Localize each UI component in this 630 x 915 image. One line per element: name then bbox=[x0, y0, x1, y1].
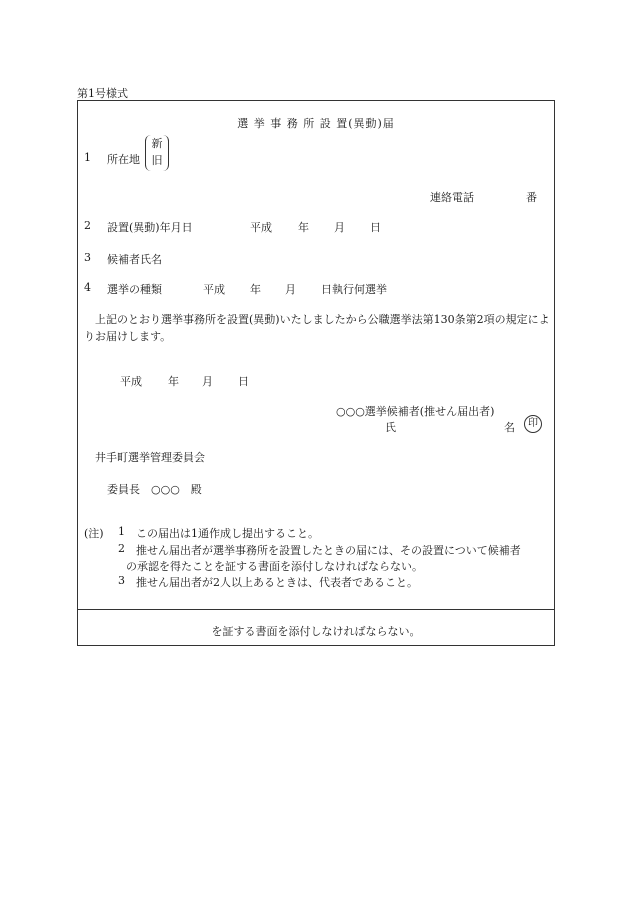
item3-number: 3 bbox=[84, 251, 91, 264]
date-era: 平成 bbox=[120, 375, 142, 388]
recipient-org: 井手町選挙管理委員会 bbox=[95, 451, 205, 464]
date-month: 月 bbox=[202, 375, 213, 388]
option-new: 新 bbox=[151, 137, 163, 150]
date-day: 日 bbox=[238, 375, 249, 388]
footer-text: を証する書面を添付しなければならない。 bbox=[211, 625, 421, 638]
name-label-first: 氏 bbox=[385, 421, 396, 434]
note-2-number: 2 bbox=[118, 542, 125, 555]
note-3-text: 推せん届出者が2人以上あるときは、代表者であること。 bbox=[136, 576, 418, 589]
item4-year: 年 bbox=[250, 283, 261, 296]
recipient-chair: 委員長 ○○○ 殿 bbox=[107, 483, 202, 496]
item1-label: 所在地 bbox=[107, 153, 140, 166]
item4-day-election: 日執行何選挙 bbox=[321, 283, 387, 296]
item2-year: 年 bbox=[298, 221, 309, 234]
notes-head: (注) bbox=[84, 527, 104, 540]
statement-paragraph: 上記のとおり選挙事務所を設置(異動)いたしましたから公職選挙法第130条第2項の規定によりお届けします。 bbox=[84, 313, 550, 343]
note-2-text: 推せん届出者が選挙事務所を設置したときの届には、その設置について候補者 bbox=[136, 544, 521, 557]
form-number: 第1号様式 bbox=[77, 87, 128, 100]
note-1-number: 1 bbox=[118, 525, 125, 538]
note-2-text-continued: の承認を得たことを証する書面を添付しなければならない。 bbox=[126, 560, 423, 573]
item4-number: 4 bbox=[84, 281, 91, 294]
item2-label: 設置(異動)年月日 bbox=[107, 221, 193, 234]
footer-divider bbox=[78, 609, 554, 610]
applicant-label: ○○○選挙候補者(推せん届出者) bbox=[336, 405, 495, 418]
item4-month: 月 bbox=[285, 283, 296, 296]
item3-label: 候補者氏名 bbox=[107, 253, 162, 266]
item2-month: 月 bbox=[334, 221, 345, 234]
form-frame bbox=[77, 100, 555, 646]
option-old: 旧 bbox=[151, 154, 163, 167]
form-title: 選 挙 事 務 所 設 置(異動)届 bbox=[237, 117, 395, 130]
name-label-second: 名 bbox=[504, 421, 515, 434]
item2-era: 平成 bbox=[250, 221, 272, 234]
item2-day: 日 bbox=[370, 221, 381, 234]
new-old-bracket bbox=[145, 135, 169, 171]
item2-number: 2 bbox=[84, 219, 91, 232]
item1-number: 1 bbox=[84, 151, 91, 164]
contact-label: 連絡電話 bbox=[430, 191, 474, 204]
seal-mark: 印 bbox=[524, 415, 542, 433]
contact-suffix: 番 bbox=[526, 191, 537, 204]
item4-era: 平成 bbox=[203, 283, 225, 296]
date-year: 年 bbox=[168, 375, 179, 388]
note-1-text: この届出は1通作成し提出すること。 bbox=[136, 527, 319, 540]
note-3-number: 3 bbox=[118, 574, 125, 587]
item4-label: 選挙の種類 bbox=[107, 283, 162, 296]
